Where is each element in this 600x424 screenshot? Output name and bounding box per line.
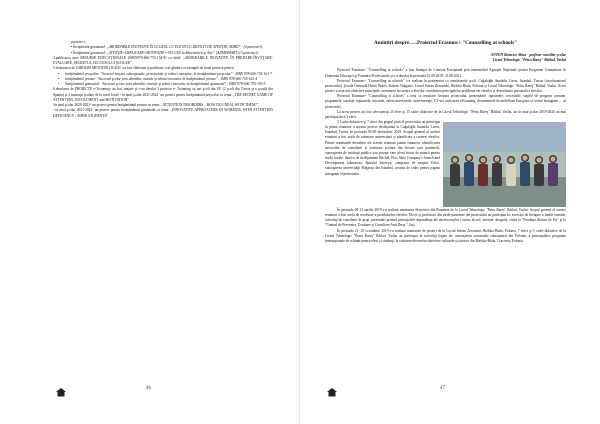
left-paragraph-text: învăţământul primar: "Succesul şcolar prin abordări, metode şi tehnici inovative în învăţământul primar" - ISBN 978-606-755-162-4	[65, 76, 258, 81]
left-paragraph-text: învăţământul preşcolar: "Secretul reuşitei educaţionale, prin metode şi tehnici inovative, în învăţământul preşcolar" - ISBN 978-606-755-161-7	[65, 71, 272, 76]
paragraph-2: Proiectul Erasmus+ "Counselling at schools" s-a realizat în parteneriat cu următoarele şcoli: Cağaloğlu Anadolu Lisesi, Istanbul, Turcia (coordonatorul proiectului), Şcoala Generală Hristo Botev, Kubrat, Bulgaria, Liceul Stefan Zeromski, Bielsko-Biala, Polonia şi Liceul Tehnologic "Petru Rareş" Bârlad, Vaslui. Acest proiect a avut trei obiective principale: orientarea în cariera a elevilor; rezolvarea principalelor probleme ale elevilor şi dezvoltarea personală a elevilor.	[325, 78, 566, 94]
left-paragraph	[53, 56, 273, 67]
paragraph-6: În perioada 08-12 aprilie 2019 s-a realizat reuniunea de proiect din România de la Liceul Tehnologic "Petru Rareş" Bârlad, Vaslui. Scopul general al acestei reuniuni a fost acela de rezolvare a problemelor elevilor. Elevii şi profesorii din ţările partenere ale proiectului au participat la: exerciţii de învăţare a limbii române, activităţi de consiliere de grup, prezentări privind principalele dependenţe ale adolescenţilor ( tutun, alcool, internet, droguri), vizită la "Fundaţia Alături de Voi" şi la "Centrul de Prevenire, Evaluare şi Consiliere Anti Drog ", Iaşi.	[325, 207, 566, 228]
bullet-icon: •	[58, 82, 60, 86]
left-paragraph-text: învăţământul gimnazial: "Succesul şcolar prin abordări, metode şi tehnici inovative în învăţământul gimnazial" - ISBN 978-606-755-163-5	[65, 82, 266, 86]
page-number-right: 47	[440, 386, 445, 391]
left-paragraph	[53, 108, 273, 119]
left-paragraph-text: • Învăţământ gimnazial- „ABORDĂRILE INOVATIVE ÎN LUCRUL CU ELEVII CU DEFICIT DE ATENŢIE/ ADHD” - (4 parteneri),	[71, 45, 264, 50]
author-name: ANTON Beatrice Alina - profesor consilier şcolar	[490, 53, 566, 57]
left-paragraph-text: - în anul şcolar 2021-2022- un proiect pentru învăţământul gimnazial cu tema: „INNOVATIVE APPROACHES IN WORKING WITH ATTENTION DEFICIENCY / ADHD STUDENTS”.	[53, 108, 273, 118]
left-paragraph	[53, 82, 273, 87]
author-school: Liceul Tehnologic "Petru Rareş" Bârlad, Vaslui	[492, 58, 566, 63]
bullet-icon: •	[58, 71, 60, 76]
paragraph-1: Proiectul Erasmus+ "Counselling at schools" a fost finanţat de Comisia Europeană prin intermediul Agenţiei Naţionale pentru Programe Comunitare în Domeniul Educaţiei şi Formării Profesionale şi s-a derulat în perioada 01.09.2018- 31.08.2021.	[325, 68, 566, 78]
paragraph-3: Proiectul Erasmus+ "Counselling at schools" a avut ca rezultate: broşura proiectului, prezentările, rapoartele, cercetările, staţiile de program comune, programele, sondaje, rapoartele, tutoriale, caiete interviurile, seart-metraje, CV-uri, utilizarea eTwinning, documentele de mobilitate Europass şi contul Instagram ….al proiectului.	[325, 94, 566, 109]
left-page-content	[53, 40, 273, 119]
right-page-content	[325, 40, 566, 244]
home-icon[interactable]	[55, 384, 67, 394]
paragraph-4: La acest proiect au fost selecţionaţi 25 elevi şi 15 cadre didactice de la Liceul Tehnologic "Petru Rareş" Bârlad, Vaslui, iar în anul şcolar 2019-2020 au mai participat încă 3 elevi.	[325, 109, 566, 119]
paragraph-7: În perioada 21- 25 octombrie 2019 s-a realizat reuniunea de proiect de la Liceul Stefan Zeromski, Bielsko-Biala, Polonia. 7 elevi şi 3 cadre didactice de la Liceul Tehnologic "Petru Rareş" Bârlad, Vaslui au participat la activităţi legate de: cunoaşterea sistemului educaţional din Polonia, a principalelor programe internaţionale de schimb pentru elevi şi studenţi, la vizitarea diverselor obiective culturale şi istorice din Bielsko-Biala, Cracovia, Polonia.	[325, 228, 566, 243]
left-paragraph-text: • Învăţământ gimnazial- „ATENŢIE+IMPLICARE+MOTIVAŢIE= SUCCES la Matematică şi Arte” (ADMISMART) (3 parteneri).	[71, 50, 259, 55]
photo-row	[325, 120, 566, 220]
bullet-icon: •	[58, 76, 60, 81]
home-icon[interactable]	[326, 384, 338, 394]
article-title: Amintiri despre…..Proiectul Erasmus+ "Counselling at schools"	[374, 40, 517, 46]
left-paragraph-text: partener);	[71, 40, 86, 44]
left-paragraph-text: -în anul şcolar 2020-2021- un proiect pentru învăţământul primar cu tema: „ATTENTION DISORDERS – HOW DO I DEAL WITH THEM?”,	[53, 103, 260, 107]
group-photo	[443, 122, 566, 207]
paragraph-5: 3 Cadre didactice şi 7 elevi din grupul ţintă al proiectului au participat la prima reuniune a acestui proiect desfăşurată la Cağaloğlu Anadolu Lisesi, Istanbul, Turcia, în perioada 03-09 decembrie 2018. Scopul general al acestei reuniuni a fost acela de orientare universitară şi planificare a carierei elevilor. Printre rezultatele deosebite ale acestei reuniuni putem enumera: identificarea serviciilor de consiliere şi orientare şcolară din fiecare ţară partenerii, cunoaşterea de instituţii publice sau private care oferă locuri de muncă pentru studii locale: fabrica de încălţăminte Büchel, Flos Shoe Company's Search and Development laboratory, Spitalul Sureyya, compania de maşini Volvo, cunoaşterea universităţii Boğaziçi din Istanbul, crearea de video pentru pagina instagram al proiectului.	[325, 119, 440, 176]
page-number-left: 46	[146, 386, 151, 391]
left-paragraph-text: 5.elaborarea de GHIDURI METODOLOGICE- au fost elaborate şi publicate; trei ghiduri cu exemple de bună practică pentru:	[53, 66, 235, 71]
left-paragraph	[53, 87, 273, 103]
left-paragraph-text: 6.derularea de PROIECTE e-Twinning- au fost iniţiate şi s-au derulat 3 proiecte e- Twinning cu trei şcoli din UE (2 şcoli din Turcia şi o şcoală din Spania) şi 3 instituţii şcolare de la nivel local: - în anul şcolar 2021-2022- un proiect pentru învăţământul preşcolar cu tema: „THE SECRET GAME OF ATTENTION, INVOLVMENT and MOTIVATION”,	[53, 87, 273, 102]
left-paragraph-text: 4.publicarea unei RESURSE EDUCAŢIONALE (ISBN978-606-755-154-9) cu titlul: „ABORDĂRILE INOVATIVE ÎN PREDARE-ÎNVĂŢARE-EVALUARE, SECRETUL SUCCESULUI ŞCOLAR”	[53, 55, 273, 65]
